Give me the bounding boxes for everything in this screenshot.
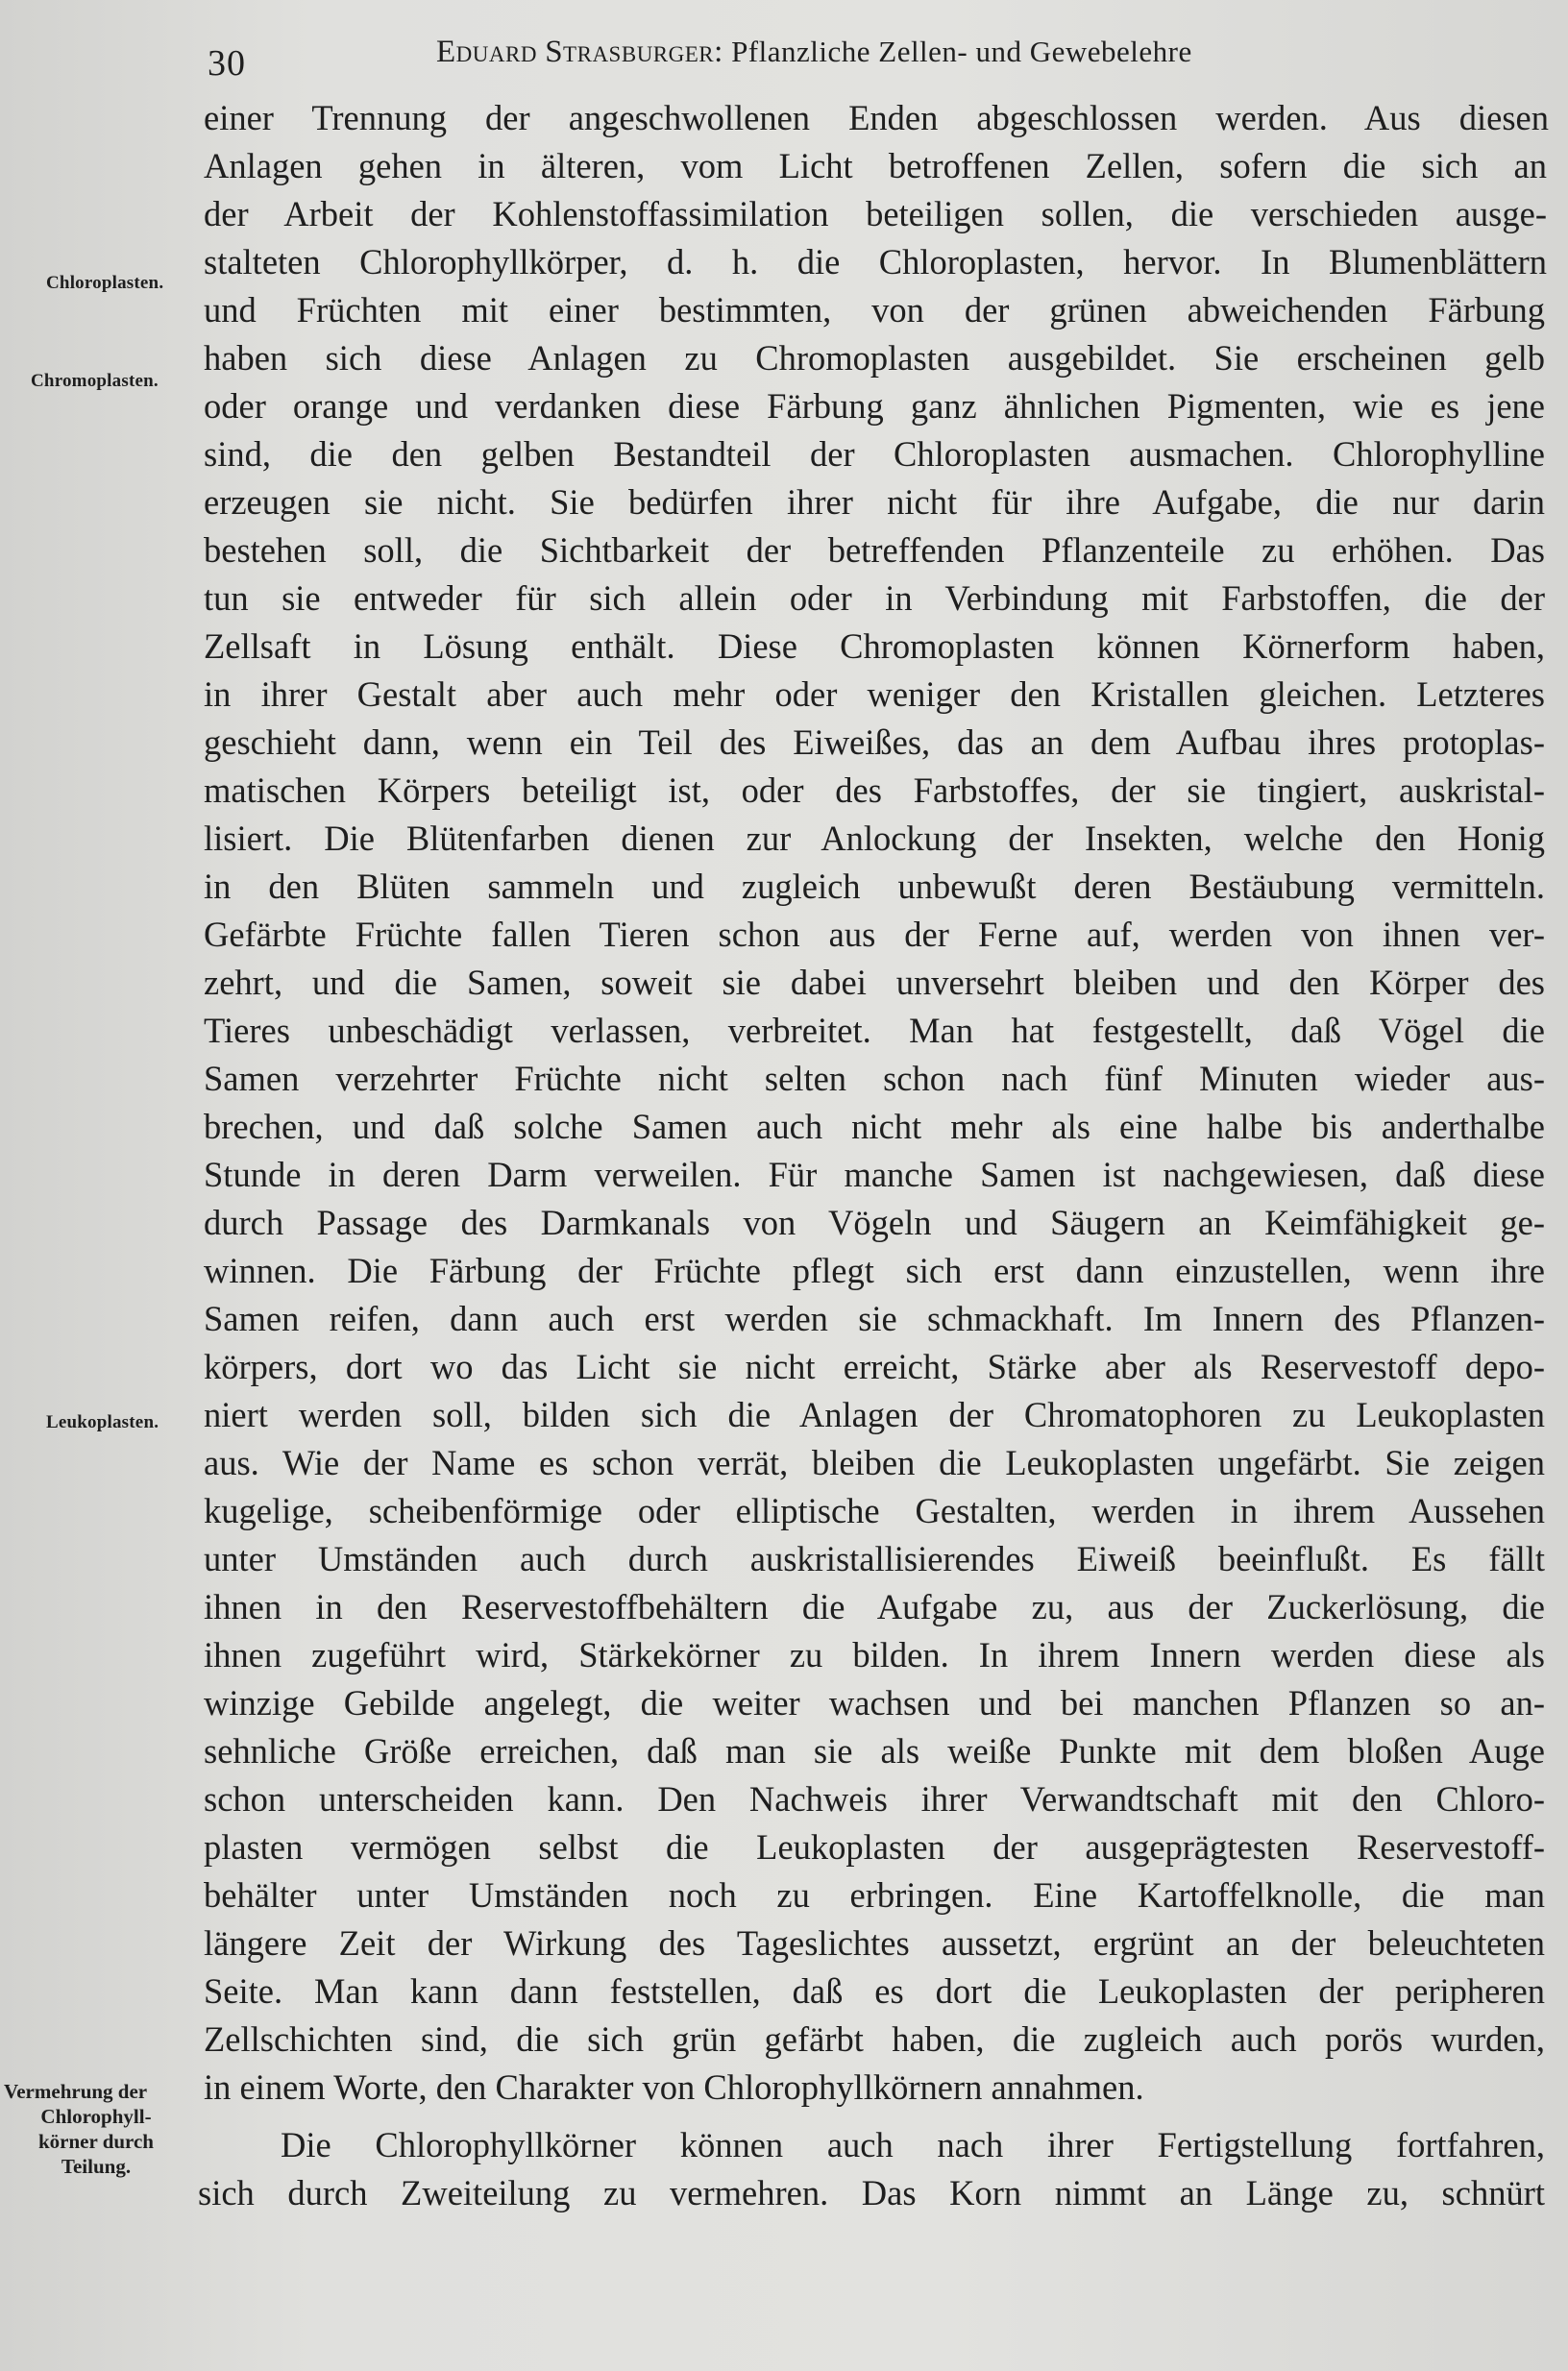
text-line: ihnen zugeführt wird, Stärkekörner zu bilden. In ihrem Innern werden diese als xyxy=(204,1635,1545,1674)
text-line: einer Trennung der angeschwollenen Enden abgeschlossen werden. Aus diesen xyxy=(204,98,1549,137)
text-line: Samen verzehrter Früchte nicht selten schon nach fünf Minuten wieder aus- xyxy=(204,1059,1545,1098)
margin-note-vermehrung-line: körner durch xyxy=(38,2130,154,2153)
text-line: in den Blüten sammeln und zugleich unbewußt deren Bestäubung vermitteln. xyxy=(204,867,1545,906)
text-line: sind, die den gelben Bestandteil der Chloroplasten ausmachen. Chlorophylline xyxy=(204,434,1545,474)
text-line: behälter unter Umständen noch zu erbringen. Eine Kartoffelknolle, die man xyxy=(204,1875,1545,1915)
text-line: durch Passage des Darmkanals von Vögeln und Säugern an Keimfähigkeit ge- xyxy=(204,1203,1545,1242)
text-line: tun sie entweder für sich allein oder in Verbindung mit Farbstoffen, die der xyxy=(204,578,1545,618)
margin-note-chloroplasten: Chloroplasten. xyxy=(46,273,164,293)
text-line: Samen reifen, dann auch erst werden sie schmackhaft. Im Innern des Pflanzen- xyxy=(204,1299,1545,1338)
margin-note-vermehrung-line: Chlorophyll- xyxy=(40,2105,152,2128)
text-line: Die Chlorophyllkörner können auch nach ihrer Fertigstellung fortfahren, xyxy=(281,2125,1545,2164)
text-line: Zellsaft in Lösung enthält. Diese Chromoplasten können Körnerform haben, xyxy=(204,626,1545,666)
text-line: schon unterscheiden kann. Den Nachweis ihrer Verwandtschaft mit den Chloro- xyxy=(204,1779,1545,1819)
margin-note-leukoplasten: Leukoplasten. xyxy=(46,1412,159,1432)
text-line: niert werden soll, bilden sich die Anlagen der Chromatophoren zu Leukoplasten xyxy=(204,1395,1545,1434)
text-line: haben sich diese Anlagen zu Chromoplasten ausgebildet. Sie erscheinen gelb xyxy=(204,338,1545,378)
text-line: Stunde in deren Darm verweilen. Für manche Samen ist nachgewiesen, daß diese xyxy=(204,1155,1545,1194)
text-line: in ihrer Gestalt aber auch mehr oder weniger den Kristallen gleichen. Letzteres xyxy=(204,674,1545,714)
text-line: brechen, und daß solche Samen auch nicht mehr als eine halbe bis anderthalbe xyxy=(204,1107,1545,1146)
text-line: unter Umständen auch durch auskristallisierendes Eiweiß beeinflußt. Es fällt xyxy=(204,1539,1545,1578)
running-head xyxy=(436,35,1192,70)
text-line: winnen. Die Färbung der Früchte pflegt sich erst dann einzustellen, wenn ihre xyxy=(204,1251,1545,1290)
text-line: aus. Wie der Name es schon verrät, bleiben die Leukoplasten ungefärbt. Sie zeigen xyxy=(204,1443,1545,1482)
text-line: und Früchten mit einer bestimmten, von der grünen abweichenden Färbung xyxy=(204,290,1545,330)
margin-note-chromoplasten: Chromoplasten. xyxy=(31,371,159,391)
text-line: ihnen in den Reservestoffbehältern die Aufgabe zu, aus der Zuckerlösung, die xyxy=(204,1587,1545,1626)
text-line: sich durch Zweiteilung zu vermehren. Das Korn nimmt an Länge zu, schnürt xyxy=(198,2173,1545,2212)
margin-note-vermehrung xyxy=(4,2079,188,2179)
margin-note-vermehrung-line: Vermehrung der xyxy=(4,2080,148,2103)
text-line: körpers, dort wo das Licht sie nicht erreicht, Stärke aber als Reservestoff depo- xyxy=(204,1347,1545,1386)
text-line: erzeugen sie nicht. Sie bedürfen ihrer nicht für ihre Aufgabe, die nur darin xyxy=(204,482,1545,522)
text-line: Zellschichten sind, die sich grün gefärbt haben, die zugleich auch porös wurden, xyxy=(204,2019,1545,2059)
text-line: oder orange und verdanken diese Färbung ganz ähnlichen Pigmenten, wie es jene xyxy=(204,386,1545,426)
text-line: Anlagen gehen in älteren, vom Licht betroffenen Zellen, sofern die sich an xyxy=(204,146,1547,185)
text-line: plasten vermögen selbst die Leukoplasten der ausgeprägtesten Reservestoff- xyxy=(204,1827,1545,1867)
text-line: in einem Worte, den Charakter von Chlorophyllkörnern annahmen. xyxy=(204,2067,1144,2107)
running-head-title: Pflanzliche Zellen- und Gewebelehre xyxy=(731,35,1192,68)
text-line: der Arbeit der Kohlenstoffassimilation beteiligen sollen, die verschieden ausge- xyxy=(204,194,1547,233)
text-line: winzige Gebilde angelegt, die weiter wachsen und bei manchen Pflanzen so an- xyxy=(204,1683,1545,1723)
margin-note-vermehrung-line: Teilung. xyxy=(61,2155,132,2178)
page-number: 30 xyxy=(208,43,246,84)
text-line: stalteten Chlorophyllkörper, d. h. die Chloroplasten, hervor. In Blumenblättern xyxy=(204,242,1547,281)
text-line: kugelige, scheibenförmige oder elliptische Gestalten, werden in ihrem Aussehen xyxy=(204,1491,1545,1530)
text-line: matischen Körpers beteiligt ist, oder des Farbstoffes, der sie tingiert, auskristal- xyxy=(204,770,1545,810)
text-line: geschieht dann, wenn ein Teil des Eiweißes, das an dem Aufbau ihres protoplas- xyxy=(204,722,1545,762)
text-line: Gefärbte Früchte fallen Tieren schon aus der Ferne auf, werden von ihnen ver- xyxy=(204,915,1545,954)
text-line: Seite. Man kann dann feststellen, daß es dort die Leukoplasten der peripheren xyxy=(204,1971,1545,2011)
text-line: sehnliche Größe erreichen, daß man sie als weiße Punkte mit dem bloßen Auge xyxy=(204,1731,1545,1771)
text-line: Tieres unbeschädigt verlassen, verbreitet. Man hat festgestellt, daß Vögel die xyxy=(204,1011,1545,1050)
text-line: bestehen soll, die Sichtbarkeit der betreffenden Pflanzenteile zu erhöhen. Das xyxy=(204,530,1545,570)
text-line: lisiert. Die Blütenfarben dienen zur Anlockung der Insekten, welche den Honig xyxy=(204,819,1545,858)
running-head-author-first: Eduard xyxy=(436,35,537,69)
text-line: zehrt, und die Samen, soweit sie dabei unversehrt bleiben und den Körper des xyxy=(204,963,1545,1002)
running-head-author-last: Strasburger: xyxy=(545,35,723,69)
text-line: längere Zeit der Wirkung des Tageslichtes aussetzt, ergrünt an der beleuchteten xyxy=(204,1923,1545,1963)
